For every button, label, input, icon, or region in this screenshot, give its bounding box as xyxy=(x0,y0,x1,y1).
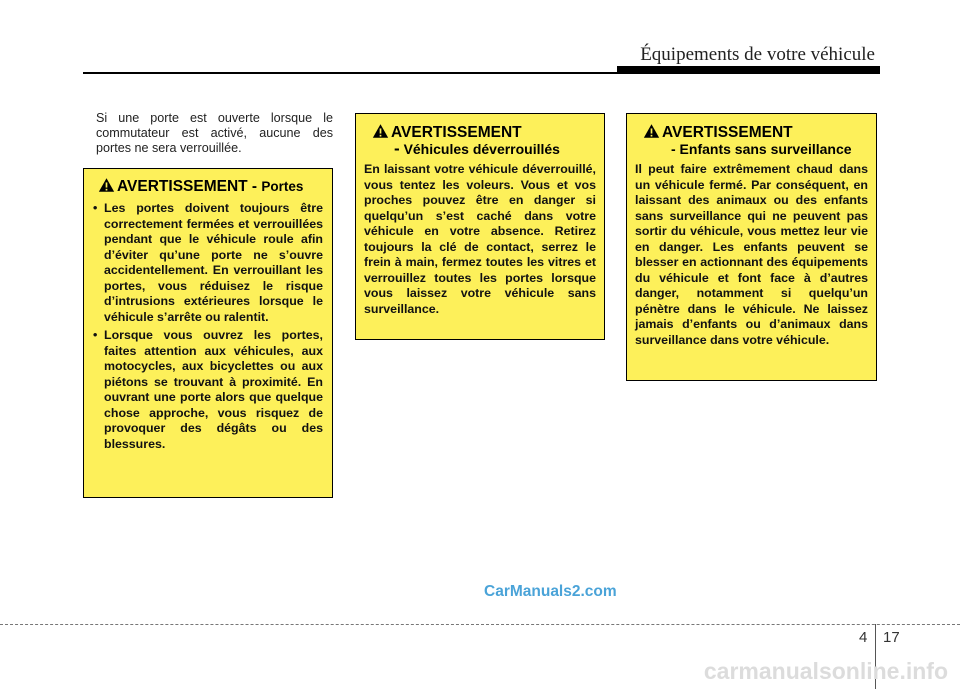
page-header-title: Équipements de votre véhicule xyxy=(640,44,875,65)
site-watermark-link[interactable]: CarManuals2.com xyxy=(484,583,617,600)
warning-box-enfants xyxy=(626,113,877,381)
intro-paragraph: Si une porte est ouverte lorsque le commutateur est activé, aucune des portes ne sera verrouillée. xyxy=(96,111,333,155)
warning-bullet-list xyxy=(93,201,323,452)
warning-triangle-icon xyxy=(372,123,389,139)
warning-subtitle: - Enfants sans surveillance xyxy=(671,141,852,157)
warning-body: Il peut faire extrêmement chaud dans un véhicule fermé. Par conséquent, en laissant des animaux ou des enfants sans surveillance qui ne peuvent pas sortir du véhicule, vous mettez leur vie en danger. Les enfants peuvent se blesser en actionnant des équipements du véhicule et font face à d’autres danger, notamment si quelqu’un pénètre dans le véhicule. Ne laissez jamais d’enfants ou d’animaux dans surveillance dans votre véhicule. xyxy=(635,162,868,347)
list-item: • Les portes doivent toujours être correctement fermées et verrouillées pendant que le véhicule roule afin d’éviter qu’une porte ne s’ouvre accidentellement. En verrouillant les portes, vous réduisez le risque d’intrusions extérieures lorsque le véhicule s’arrête ou ralentit. xyxy=(93,201,323,325)
warning-title: AVERTISSEMENT - xyxy=(117,178,258,195)
warning-dash: - xyxy=(394,139,400,158)
warning-triangle-icon xyxy=(98,177,115,193)
page-number: 17 xyxy=(883,629,900,646)
warning-heading xyxy=(93,177,323,196)
footer-rule xyxy=(0,624,960,625)
warning-box-vehicules-deverrouilles xyxy=(355,113,605,340)
warning-triangle-icon xyxy=(643,123,660,139)
warning-subtitle: Véhicules déverrouillés xyxy=(403,141,560,157)
warning-box-portes xyxy=(83,168,333,498)
header-rule xyxy=(83,72,880,74)
warning-subtitle: Portes xyxy=(261,179,304,194)
warning-heading xyxy=(635,123,868,142)
chapter-number: 4 xyxy=(859,629,868,646)
warning-title: AVERTISSEMENT xyxy=(662,124,793,141)
list-item: • Lorsque vous ouvrez les portes, faites attention aux véhicules, aux motocycles, aux bicyclettes ou aux piétons se trouvant à proximité. En ouvrant une porte alors que quelque chose approche, vous risquez de provoquer des dégâts ou des blessures. xyxy=(93,328,323,452)
warning-body: En laissant votre véhicule déverrouillé, vous tentez les voleurs. Vous et vos proches pouvez être en danger si quelqu’un s’est caché dans votre véhicule en votre absence. Retirez toujours la clé de contact, serrez le frein à main, fermez toutes les vitres et verrouillez toutes les portes lorsque vous laissez votre véhicule sans surveillance. xyxy=(364,162,596,316)
warning-title: AVERTISSEMENT xyxy=(391,124,522,141)
warning-subheading xyxy=(364,140,596,158)
footer-watermark: carmanualsonline.info xyxy=(703,658,948,684)
